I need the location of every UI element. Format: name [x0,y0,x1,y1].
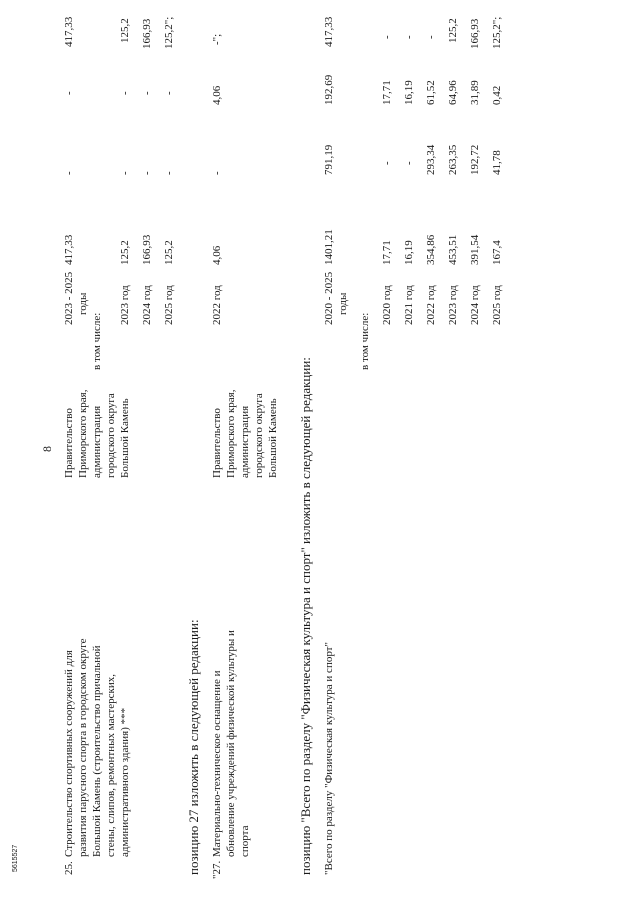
total-col1: - [403,161,415,165]
page-number: 8 [40,446,54,452]
row-25-executor-line: Большой Камень [119,398,131,478]
total-col3: - [403,35,415,39]
total-sum: 1401,21 [323,229,335,265]
total-col1: 192,72 [469,144,481,175]
row-27-executor-line: Приморского края, [225,389,237,478]
total-period: 2024 год [469,285,481,325]
row-27-name-line: спорта [239,825,251,857]
total-sum: 453,51 [447,234,459,265]
row-27-name-line: обновление учреждений физической культуры и [225,630,237,857]
row-27-col1: - [211,171,223,175]
row-25-executor-line: Правительство [63,408,75,478]
row-25-period: 2023 год [119,285,131,325]
total-sum: 16,19 [403,240,415,265]
row-27-col3: -"; [211,33,223,45]
total-col2: 0,42 [491,85,503,105]
total-period: 2020 - 2025 [323,271,335,325]
row-25-col2: - [141,91,153,95]
total-period: 2025 год [491,285,503,325]
row-27-name-line: Материально-техническое оснащение и [211,670,223,857]
row-27-executor-line: Правительство [211,408,223,478]
total-col2: 31,89 [469,80,481,105]
total-col3: - [381,35,393,39]
row-25-executor-line: администрация [91,405,103,478]
row-27-executor-line: Большой Камень [267,398,279,478]
total-row-name: "Всего по разделу "Физическая культура и спорт" [323,642,335,875]
row-25-total: 417,33 [63,234,75,265]
row-25-period: 2024 год [141,285,153,325]
row-27-number: "27. [211,860,223,879]
row-25-executor-line: городского округа [105,393,117,478]
total-sum: 391,54 [469,234,481,265]
total-col1: 41,78 [491,150,503,175]
total-sum: 354,86 [425,234,437,265]
total-col2: 17,71 [381,80,393,105]
total-period: 2023 год [447,285,459,325]
row-25-col1: - [141,171,153,175]
row-25-period: 2023 - 2025 [63,271,75,325]
row-27-executor-line: городского округа [253,393,265,478]
row-25-col2: - [163,91,175,95]
row-25-period: годы [77,292,89,315]
total-col3: 417,33 [323,16,335,47]
row-25-period: 2025 год [163,285,175,325]
row-25-col1: - [119,171,131,175]
total-col2: 61,52 [425,80,437,105]
row-27-period: 2022 год [211,285,223,325]
row-25-col3: 125,2 [119,18,131,43]
row-25-name-line: Строительство спортивных сооружений для [63,650,75,857]
total-col2: 16,19 [403,80,415,105]
total-col1: 791,19 [323,144,335,175]
total-col1: 263,35 [447,144,459,175]
row-25-name-line: развития парусного спорта в городском округе [77,638,89,857]
row-25-executor-line: Приморского края, [77,389,89,478]
row-27-executor-line: администрация [239,405,251,478]
total-period: 2021 год [403,285,415,325]
row-25-number: 25. [63,861,75,875]
total-col3: 166,93 [469,18,481,49]
row-27-col2: 4,06 [211,85,223,105]
row-25-col2: - [119,91,131,95]
row-25-total: 125,2 [119,240,131,265]
total-sum: 17,71 [381,240,393,265]
row-25-col2: - [63,91,75,95]
row-25-name-line: Большой Камень (строительство причальной [91,645,103,857]
total-col1: - [381,161,393,165]
row-25-col1: - [63,171,75,175]
heading-total-section: позицию "Всего по разделу "Физическая культура и спорт" изложить в следующей редакции: [298,357,313,875]
total-col2: 192,69 [323,74,335,105]
total-col3: 125,2"; [491,16,503,49]
row-25-col1: - [163,171,175,175]
row-25-col3: 125,2"; [163,16,175,49]
row-25-total: 125,2 [163,240,175,265]
row-25-name-line: стены, слипов, ремонтных мастерских, [105,674,117,857]
total-period: в том числе: [359,312,371,370]
total-col2: 64,96 [447,80,459,105]
heading-position-27: позицию 27 изложить в следующей редакции: [186,619,201,875]
row-25-total: 166,93 [141,234,153,265]
row-25-col3: 166,93 [141,18,153,49]
total-sum: 167,4 [491,240,503,265]
total-col1: 293,34 [425,144,437,175]
row-25-col3: 417,33 [63,16,75,47]
row-27-total: 4,06 [211,245,223,265]
document-code: 5615527 [12,844,19,872]
total-col3: - [425,35,437,39]
total-period: 2020 год [381,285,393,325]
total-period: годы [337,292,349,315]
row-25-period: в том числе: [91,312,103,370]
total-col3: 125,2 [447,18,459,43]
total-period: 2022 год [425,285,437,325]
row-25-name-line: административного здания) *** [119,707,131,857]
